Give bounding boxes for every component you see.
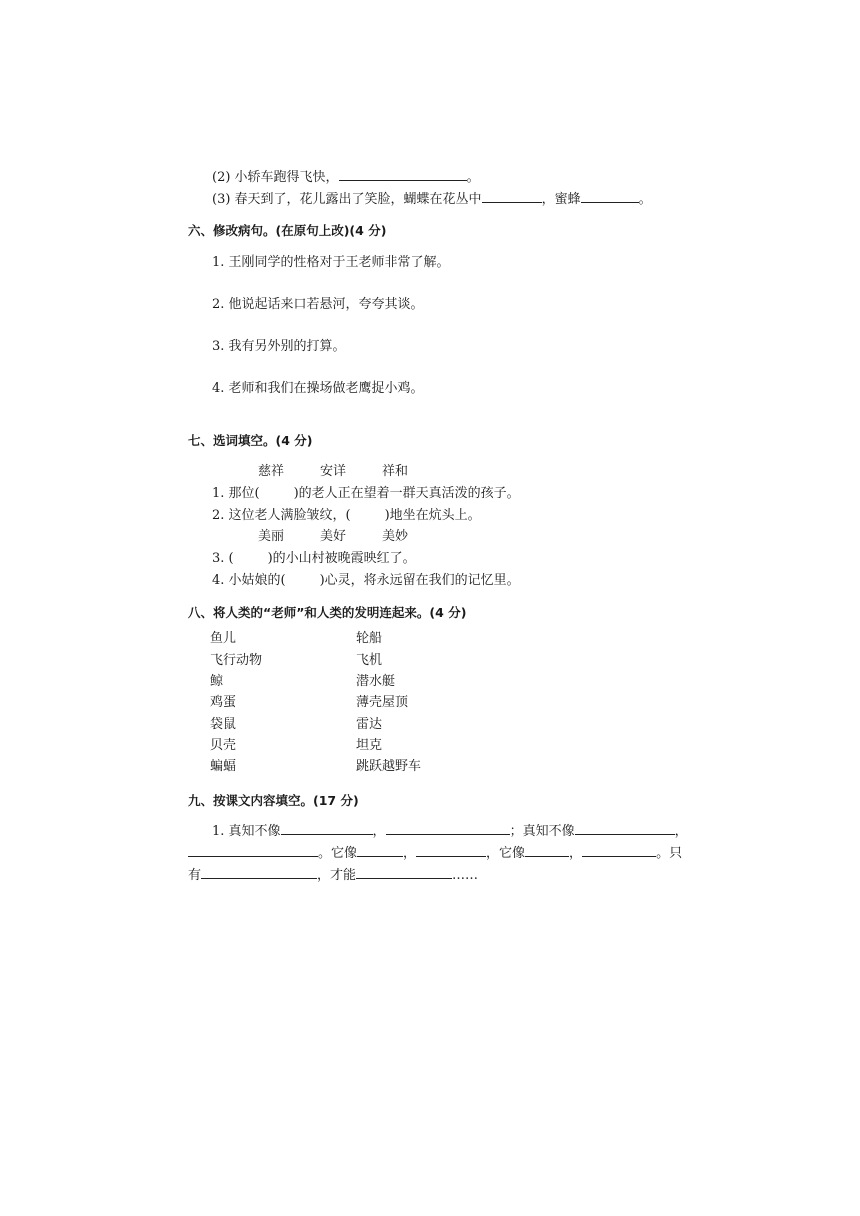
- recite-line-1: 1. 真知不像 ， ；真知不像 ，: [212, 824, 688, 839]
- match-left[interactable]: 鲸: [210, 674, 224, 689]
- word-option: 美好: [320, 529, 347, 544]
- match-right[interactable]: 坦克: [356, 738, 383, 753]
- fill-item-4: 4. 小姑娘的( )心灵，将永远留在我们的记忆里。: [212, 573, 520, 588]
- match-right[interactable]: 雷达: [356, 717, 383, 732]
- list-item: 3. 我有另外别的打算。: [212, 339, 346, 354]
- list-item: 1. 王刚同学的性格对于王老师非常了解。: [212, 255, 450, 270]
- recite-line-3: 有 ，才能 ……: [188, 868, 479, 883]
- answer-blank[interactable]: [581, 190, 639, 203]
- match-left[interactable]: 贝壳: [210, 738, 237, 753]
- sentence-item-2: (2) 小轿车跑得飞快， 。: [212, 170, 480, 185]
- fill-item-1: 1. 那位( )的老人正在望着一群天真活泼的孩子。: [212, 486, 520, 501]
- match-right[interactable]: 潜水艇: [356, 674, 396, 689]
- match-right[interactable]: 薄壳屋顶: [356, 695, 409, 710]
- word-option: 慈祥: [258, 464, 285, 479]
- answer-blank[interactable]: [386, 822, 510, 835]
- fill-item-3: 3. ( )的小山村被晚霞映红了。: [212, 551, 416, 566]
- list-item: 2. 他说起话来口若悬河，夸夸其谈。: [212, 297, 424, 312]
- word-bank-a: [258, 463, 444, 481]
- match-right[interactable]: 跳跃越野车: [356, 759, 422, 774]
- answer-blank[interactable]: [582, 844, 656, 857]
- section-9-heading: 九、按课文内容填空。(17 分): [188, 793, 359, 808]
- sentence-item-3-text: (3) 春天到了，花儿露出了笑脸，蝴蝶在花丛中: [212, 192, 482, 207]
- match-left[interactable]: 鱼儿: [210, 631, 237, 646]
- answer-blank[interactable]: [281, 822, 373, 835]
- fill-item-2: 2. 这位老人满脸皱纹，( )地坐在炕头上。: [212, 508, 481, 523]
- section-7-heading: 七、选词填空。(4 分): [188, 433, 313, 448]
- word-option: 美丽: [258, 529, 285, 544]
- match-left[interactable]: 蝙蝠: [210, 759, 237, 774]
- sentence-item-2-text: (2) 小轿车跑得飞快，: [212, 170, 339, 185]
- word-option: 安详: [320, 464, 347, 479]
- section-6-heading: 六、修改病句。(在原句上改)(4 分): [188, 223, 387, 238]
- recite-line-2: 。它像 ， ，它像 ， 。只: [188, 844, 682, 863]
- answer-blank[interactable]: [357, 844, 403, 857]
- word-option: 祥和: [382, 464, 409, 479]
- sentence-item-3: (3) 春天到了，花儿露出了笑脸，蝴蝶在花丛中 ，蜜蜂 。: [212, 192, 652, 207]
- match-left[interactable]: 飞行动物: [210, 653, 263, 668]
- match-right[interactable]: 飞机: [356, 653, 383, 668]
- answer-blank[interactable]: [339, 168, 467, 181]
- match-right[interactable]: 轮船: [356, 631, 383, 646]
- match-left[interactable]: 鸡蛋: [210, 695, 237, 710]
- answer-blank[interactable]: [575, 822, 675, 835]
- answer-blank[interactable]: [356, 866, 452, 879]
- list-item: 4. 老师和我们在操场做老鹰捉小鸡。: [212, 381, 424, 396]
- answer-blank[interactable]: [482, 190, 542, 203]
- match-left[interactable]: 袋鼠: [210, 717, 237, 732]
- answer-blank[interactable]: [525, 844, 569, 857]
- answer-blank[interactable]: [201, 866, 317, 879]
- answer-blank[interactable]: [416, 844, 486, 857]
- answer-blank[interactable]: [188, 844, 318, 857]
- section-8-heading: 八、将人类的“老师”和人类的发明连起来。(4 分): [188, 605, 467, 620]
- word-bank-b: [258, 528, 444, 546]
- word-option: 美妙: [382, 529, 409, 544]
